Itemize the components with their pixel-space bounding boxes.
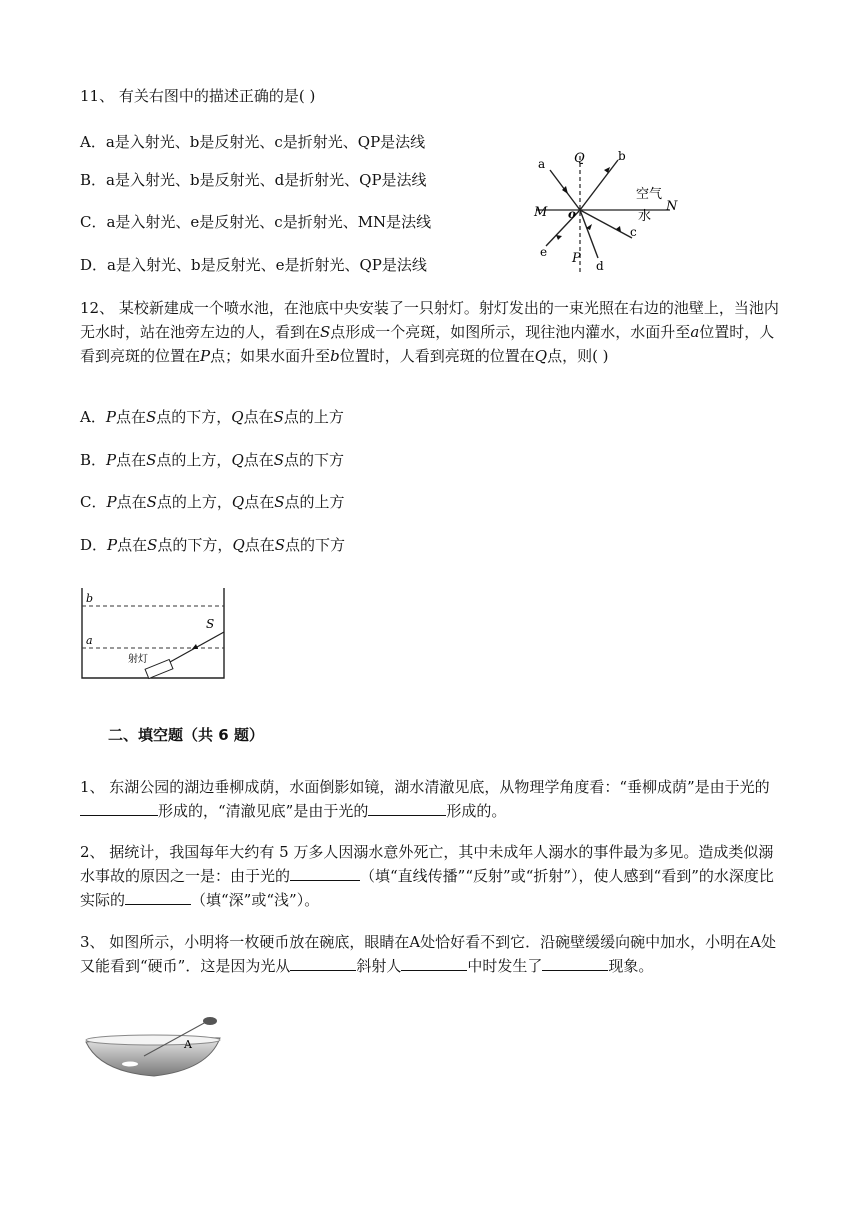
ray-a-label: a: [538, 157, 546, 171]
option-text: 点在: [115, 408, 146, 426]
fill-question-1: [80, 775, 780, 823]
option-text: 点的上方: [284, 493, 345, 511]
option-var: P: [107, 536, 118, 554]
answer-blank[interactable]: [542, 955, 608, 971]
option-var: S: [146, 493, 157, 511]
answer-blank[interactable]: [290, 865, 360, 881]
answer-blank[interactable]: [290, 955, 356, 971]
lamp-label: 射灯: [128, 654, 148, 665]
option-text: 点的上方: [283, 408, 344, 426]
q12-stem-text: 点形成一个亮斑，如图所示，现往池内灌水，水面升至: [330, 323, 691, 341]
fill2-text: （填“深”或“浅”）。: [191, 891, 320, 909]
ray-e-label: e: [540, 245, 548, 259]
option-var: P: [106, 451, 117, 469]
option-var: S: [146, 451, 157, 469]
option-var: S: [147, 536, 158, 554]
option-var: Q: [231, 493, 245, 511]
option-letter: A．: [80, 408, 106, 426]
fill3-text: 中时发生了: [467, 957, 543, 975]
option-letter: D．: [80, 536, 108, 554]
level-a-label: a: [86, 634, 93, 647]
q12-stem: [80, 296, 780, 368]
point-a-label: A: [184, 1038, 192, 1051]
bowl-coin-figure: [84, 1012, 224, 1082]
option-var: S: [273, 408, 284, 426]
option-text: 点的上方，: [156, 451, 232, 469]
answer-blank[interactable]: [401, 955, 467, 971]
option-var: S: [273, 451, 285, 469]
option-text: 点在: [244, 493, 275, 511]
option-text: 点在: [116, 451, 147, 469]
option-text: 点的下方，: [157, 536, 233, 554]
option-text: 点在: [244, 536, 275, 554]
ray-c-label: c: [630, 225, 637, 239]
q12-var: P: [200, 347, 211, 365]
q11-option-b: B．a是入射光、b是反射光、d是折射光、QP是法线: [80, 171, 427, 189]
level-b-label: b: [86, 592, 94, 605]
answer-blank[interactable]: [368, 800, 446, 816]
option-var: S: [145, 408, 157, 426]
fill1-text: 形成的，“清澈见底”是由于光的: [158, 802, 369, 820]
q11-option-a: A．a是入射光、b是反射光、c是折射光、QP是法线: [80, 133, 426, 151]
label-q: Q: [574, 151, 585, 166]
option-text: 点在: [116, 493, 147, 511]
option-text: 点在: [117, 536, 148, 554]
option-text: 点的下方，: [156, 408, 232, 426]
fill1-text: 形成的。: [446, 802, 507, 820]
option-var: Q: [231, 451, 244, 469]
option-text: 点的下方: [284, 451, 345, 469]
option-letter: C．: [80, 493, 107, 511]
q12-var: b: [330, 347, 340, 365]
q12-stem-text: 12、 某校新建成一个喷水池，在池底中央安装了一只射灯。射灯发出的一束光照在右边的池壁上，当池内无水时，站在池旁左边的人，看到在: [80, 299, 779, 341]
q12-option-c: [80, 492, 345, 512]
q11-option-d: D．a是入射光、b是反射光、e是折射光、QP是法线: [80, 256, 427, 274]
q12-var: S: [320, 323, 331, 341]
answer-blank[interactable]: [125, 889, 191, 905]
ray-b-label: b: [618, 149, 626, 163]
q12-var: Q: [534, 347, 548, 365]
q12-stem-text: 点，则( ): [547, 347, 609, 365]
fill2-text: （填“直线传播”“反射”或“折射”），使人感到“看到”的水深度比实际的: [80, 867, 774, 909]
fill3-text: 3、 如图所示，小明将一枚硬币放在碗底，眼睛在A处恰好看不到它．沿碗壁缓缓向碗中加水，小明在A处又能看到“硬币”．这是因为光从: [80, 933, 776, 975]
option-var: P: [106, 493, 117, 511]
q12-var: a: [690, 323, 700, 341]
point-s-label: S: [206, 617, 215, 631]
option-var: S: [274, 493, 285, 511]
label-air: 空气: [636, 187, 663, 202]
option-var: S: [274, 536, 286, 554]
label-o: o: [568, 207, 577, 221]
fill2-text: 2、 据统计，我国每年大约有 5 万多人因溺水意外死亡，其中未成年人溺水的事件最为多见。造成类似溺水事故的原因之一是：由于光的: [80, 843, 774, 885]
q12-pool-diagram: [80, 586, 228, 680]
q12-option-b: [80, 450, 344, 470]
ray-d-label: d: [596, 259, 604, 273]
answer-blank[interactable]: [80, 800, 158, 816]
option-var: Q: [231, 408, 244, 426]
q12-stem-text: 位置时，人看到亮斑的位置在: [339, 347, 535, 365]
section-title: 二、填空题（共 6 题）: [108, 726, 264, 744]
label-n: N: [666, 199, 678, 214]
q12-option-a: [80, 407, 344, 427]
option-var: Q: [232, 536, 245, 554]
fill1-text: 1、 东湖公园的湖边垂柳成荫，水面倒影如镜，湖水清澈见底，从物理学角度看：“垂柳成荫”是由于光的: [80, 778, 770, 796]
label-p: P: [572, 251, 581, 266]
option-letter: B．: [80, 451, 107, 469]
option-text: 点的下方: [285, 536, 346, 554]
fill3-text: 现象。: [608, 957, 654, 975]
label-water: 水: [638, 209, 652, 224]
q12-stem-text: 点；如果水面升至: [210, 347, 331, 365]
option-var: P: [105, 408, 116, 426]
q12-stem-text: 位置时，人看到亮斑的位置在: [80, 323, 775, 365]
q11-refraction-diagram: [528, 146, 680, 276]
option-text: 点的上方，: [156, 493, 232, 511]
fill3-text: 斜射人: [356, 957, 402, 975]
fill-question-3: [80, 930, 780, 978]
label-m: M: [534, 205, 548, 220]
q11-stem: 11、 有关右图中的描述正确的是( ): [80, 87, 316, 105]
fill-question-2: [80, 840, 780, 912]
q11-option-c: C．a是入射光、e是反射光、c是折射光、MN是法线: [80, 213, 432, 231]
q12-option-d: [80, 535, 345, 555]
option-text: 点在: [243, 451, 274, 469]
option-text: 点在: [243, 408, 274, 426]
